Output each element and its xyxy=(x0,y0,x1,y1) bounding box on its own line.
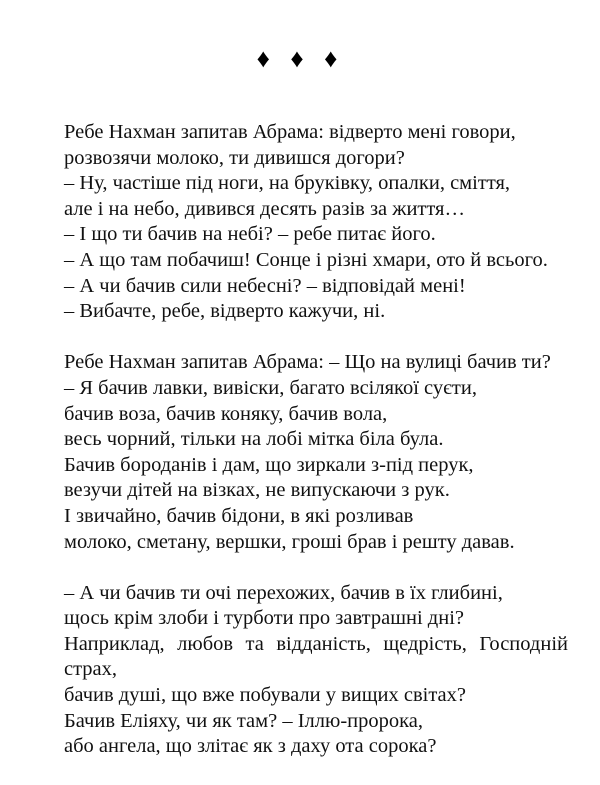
poem-line: або ангела, що злітає як з даху ота сорока? xyxy=(64,735,437,758)
poem-line: весь чорний, тільки на лобі мітка біла була. xyxy=(64,428,444,451)
poem-line: бачив воза, бачив коняку, бачив вола, xyxy=(64,402,388,425)
stanza-1 xyxy=(64,120,568,325)
poem-line: – Ну, частіше під ноги, на бруківку, опалки, сміття, xyxy=(64,172,511,195)
poem-line: – Я бачив лавки, вивіски, багато всілякої суєти, xyxy=(64,376,477,399)
poem-line: І звичайно, бачив бідони, в які розливав xyxy=(64,504,414,527)
poem-line: страх, xyxy=(64,658,118,681)
poem-line: – І що ти бачив на небі? – ребе питає його. xyxy=(64,223,436,246)
poem-line: бачив душі, що вже побували у вищих світах? xyxy=(64,684,466,707)
diamond-icon: ♦ xyxy=(256,44,276,73)
diamond-icon: ♦ xyxy=(290,44,310,73)
poem-line: – А чи бачив сили небесні? – відповідай мені! xyxy=(64,274,466,297)
stanza-3 xyxy=(64,581,568,760)
poem-line: розвозячи молоко, ти дивишся догори? xyxy=(64,146,405,169)
poem-line: але і на небо, дивився десять разів за життя… xyxy=(64,197,465,220)
poem-line: Ребе Нахман запитав Абрама: – Що на вулиці бачив ти? xyxy=(64,351,551,374)
poem-line: щось крім злоби і турботи про завтрашні дні? xyxy=(64,607,464,630)
poem-line: Бачив бороданів і дам, що зиркали з-під перук, xyxy=(64,453,474,476)
diamond-icon: ♦ xyxy=(324,44,344,73)
poem-line: Наприклад, любов та відданість, щедрість, Господній xyxy=(64,632,568,655)
poem-line: Бачив Еліяху, чи як там? – Іллю-пророка, xyxy=(64,709,424,732)
stanza-2 xyxy=(64,350,568,555)
poem-line: везучи дітей на візках, не випускаючи з рук. xyxy=(64,479,450,502)
poem-line: молоко, сметану, вершки, гроші брав і решту давав. xyxy=(64,530,515,553)
poem-line: Ребе Нахман запитав Абрама: відверто мені говори, xyxy=(64,121,516,143)
section-ornament xyxy=(0,44,600,74)
poem-line: – А що там побачиш! Сонце і різні хмари, ото й всього. xyxy=(64,248,548,271)
poem-line: – Вибачте, ребе, відверто кажучи, ні. xyxy=(64,300,386,323)
poem-body xyxy=(64,120,568,785)
poem-line: – А чи бачив ти очі перехожих, бачив в їх глибині, xyxy=(64,581,503,604)
